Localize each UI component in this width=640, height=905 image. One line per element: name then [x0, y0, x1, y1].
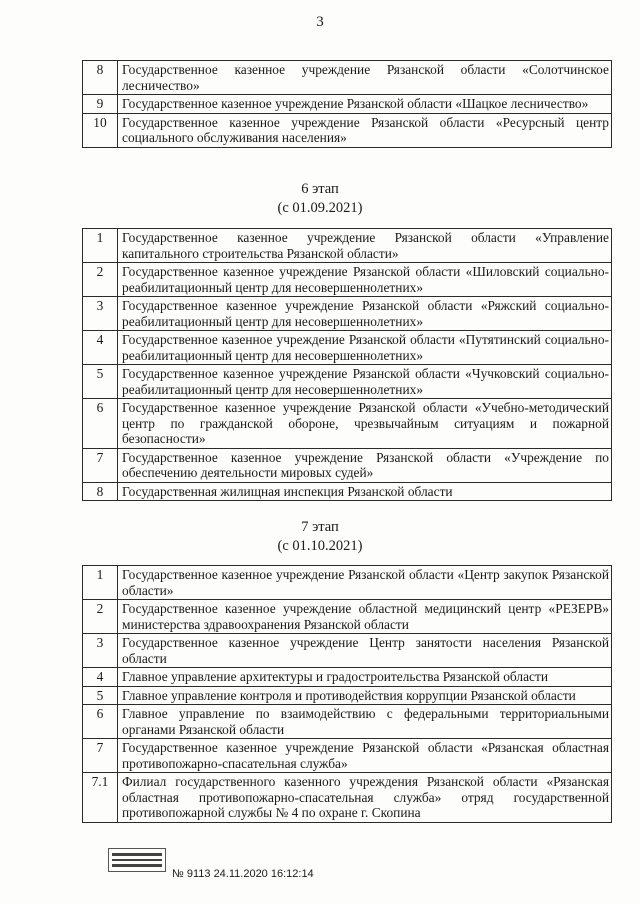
table-row: [83, 566, 612, 600]
row-number: 5: [83, 686, 118, 705]
document-registration-mark: № 9113 24.11.2020 16:12:14: [172, 868, 314, 880]
table-row: [83, 331, 612, 365]
row-text: Государственное казенное учреждение Рязанской области «Солотчинское лесничество»: [118, 61, 612, 95]
table-row: [83, 229, 612, 263]
table-row: [83, 113, 612, 147]
row-text: Филиал государственного казенного учреждения Рязанской области «Рязанская областная противопожарно-спасательная служба» отряд государственной противопожарной службы № 4 по охране г. Скопина: [118, 773, 612, 823]
row-text: Государственное казенное учреждение Рязанской области «Ряжский социально-реабилитационный центр для несовершеннолетних»: [118, 297, 612, 331]
row-text: Государственная жилищная инспекция Рязанской области: [118, 482, 612, 501]
row-text: Государственное казенное учреждение Рязанской области «Чучковский социально-реабилитационный центр для несовершеннолетних»: [118, 365, 612, 399]
stage-title: 6 этап: [301, 181, 339, 197]
table-row: [83, 705, 612, 739]
table-row: [83, 482, 612, 501]
table-row: [83, 668, 612, 687]
row-number: 7.1: [83, 773, 118, 823]
row-text: Государственное казенное учреждение Рязанской области «Учебно-методический центр по гражданской обороне, чрезвычайным ситуациям и пожарной безопасности»: [118, 399, 612, 449]
row-number: 1: [83, 566, 118, 600]
table-row: [83, 61, 612, 95]
table-row: [83, 399, 612, 449]
registry-stamp-logo: [108, 848, 166, 872]
row-number: 2: [83, 263, 118, 297]
stage-7-heading: [0, 518, 640, 556]
row-number: 3: [83, 634, 118, 668]
table-row: [83, 739, 612, 773]
row-text: Государственное казенное учреждение Рязанской области «Ресурсный центр социального обслуживания населения»: [118, 113, 612, 147]
row-text: Государственное казенное учреждение Центр занятости населения Рязанской области: [118, 634, 612, 668]
table-stage-7: [82, 565, 612, 823]
stage-date: (с 01.10.2021): [277, 538, 363, 554]
table-row: [83, 634, 612, 668]
row-number: 7: [83, 448, 118, 482]
document-footer: [108, 848, 348, 888]
row-number: 3: [83, 297, 118, 331]
page-number: 3: [316, 14, 324, 30]
row-number: 6: [83, 705, 118, 739]
table-row: [83, 263, 612, 297]
stage-6-heading: [0, 180, 640, 218]
row-number: 8: [83, 61, 118, 95]
row-number: 10: [83, 113, 118, 147]
table-row: [83, 600, 612, 634]
row-text: Главное управление по взаимодействию с федеральными территориальными органами Рязанской области: [118, 705, 612, 739]
row-text: Государственное казенное учреждение Рязанской области «Путятинский социально-реабилитационный центр для несовершеннолетних»: [118, 331, 612, 365]
row-text: Государственное казенное учреждение Рязанской области «Рязанская областная противопожарно-спасательная служба»: [118, 739, 612, 773]
stage-title: 7 этап: [301, 519, 339, 535]
stage-date: (с 01.09.2021): [277, 200, 363, 216]
table-row: [83, 686, 612, 705]
row-number: 4: [83, 331, 118, 365]
table-row: [83, 365, 612, 399]
row-text: Главное управление контроля и противодействия коррупции Рязанской области: [118, 686, 612, 705]
table-stage-6: [82, 228, 612, 501]
row-text: Государственное казенное учреждение Рязанской области «Управление капитального строительства Рязанской области»: [118, 229, 612, 263]
row-text: Главное управление архитектуры и градостроительства Рязанской области: [118, 668, 612, 687]
row-text: Государственное казенное учреждение Рязанской области «Учреждение по обеспечению деятельности мировых судей»: [118, 448, 612, 482]
row-text: Государственное казенное учреждение Рязанской области «Шацкое лесничество»: [118, 95, 612, 114]
row-number: 5: [83, 365, 118, 399]
table-row: [83, 448, 612, 482]
row-text: Государственное казенное учреждение Рязанской области «Шиловский социально-реабилитационный центр для несовершеннолетних»: [118, 263, 612, 297]
row-number: 7: [83, 739, 118, 773]
table-row: [83, 95, 612, 114]
table-stage-5: [82, 60, 612, 148]
row-number: 2: [83, 600, 118, 634]
row-text: Государственное казенное учреждение Рязанской области «Центр закупок Рязанской области»: [118, 566, 612, 600]
row-number: 8: [83, 482, 118, 501]
row-number: 4: [83, 668, 118, 687]
row-number: 9: [83, 95, 118, 114]
table-row: [83, 297, 612, 331]
row-text: Государственное казенное учреждение областной медицинский центр «РЕЗЕРВ» министерства здравоохранения Рязанской области: [118, 600, 612, 634]
table-row: [83, 773, 612, 823]
row-number: 6: [83, 399, 118, 449]
row-number: 1: [83, 229, 118, 263]
